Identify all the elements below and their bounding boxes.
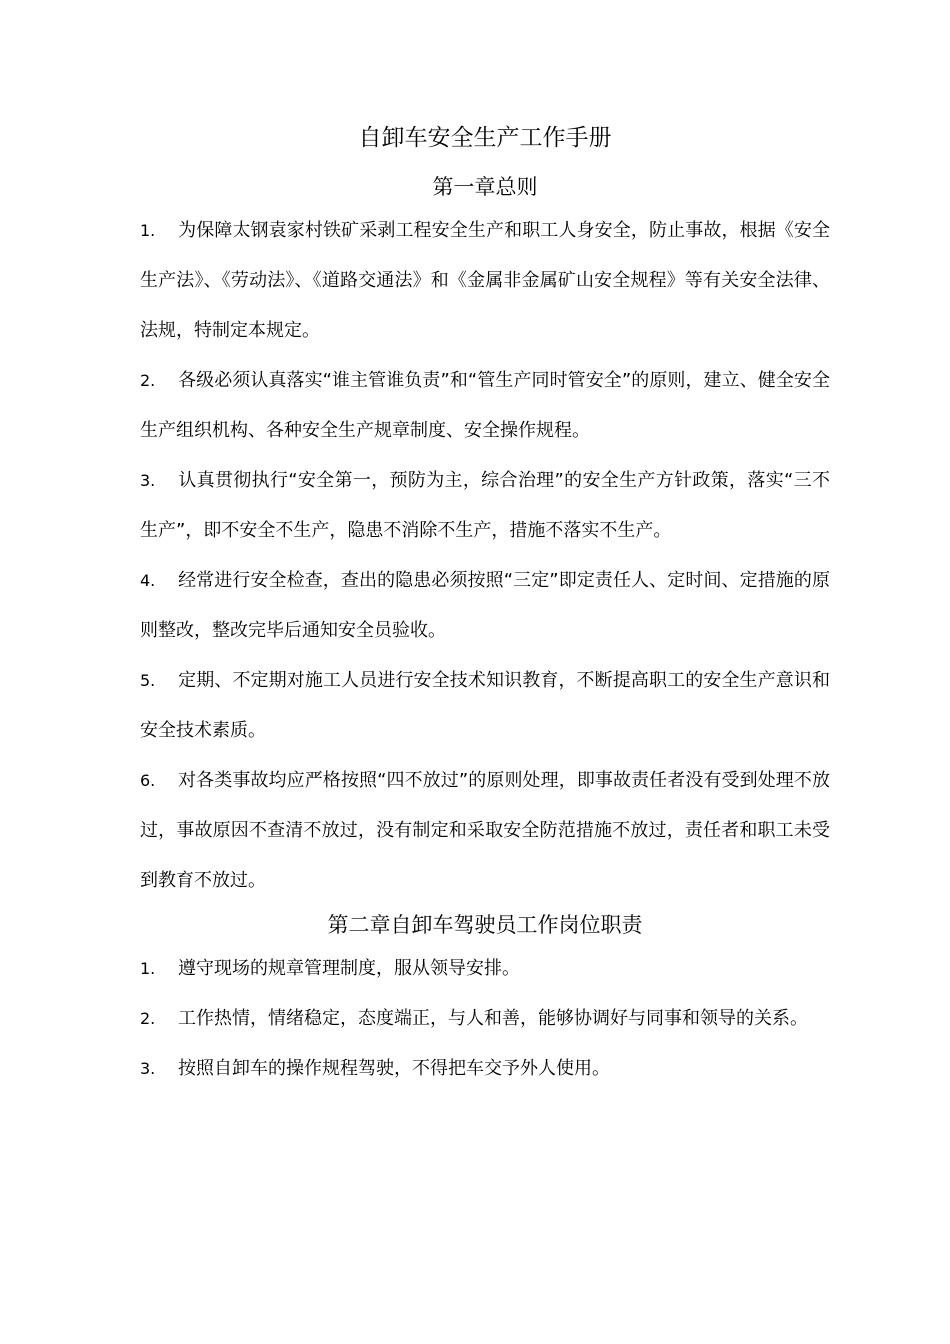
item-number: 2. (140, 371, 156, 390)
chapter-1-item-5 (140, 656, 830, 756)
chapter-1-title: 第一章总则 (432, 175, 538, 199)
item-number: 4. (140, 571, 156, 590)
item-text: 按照自卸车的操作规程驾驶，不得把车交予外人使用。 (178, 1058, 610, 1079)
chapter-1-item-1 (140, 206, 830, 356)
chapter-2-title: 第二章自卸车驾驶员工作岗位职责 (327, 913, 643, 937)
item-text: 经常进行安全检查，查出的隐患必须按照“三定”即定责任人、定时间、定措施的原则整改，整改完毕后通知安全员验收。 (140, 570, 830, 641)
item-text: 各级必须认真落实“谁主管谁负责”和“管生产同时管安全”的原则，建立、健全安全生产组织机构、各种安全生产规章制度、安全操作规程。 (140, 370, 830, 441)
item-number: 1. (140, 221, 156, 240)
chapter-2-item-1 (140, 944, 830, 994)
item-number: 1. (140, 959, 156, 978)
item-number: 3. (140, 471, 156, 490)
chapter-1-item-3 (140, 456, 830, 556)
item-number: 6. (140, 771, 156, 790)
item-number: 5. (140, 671, 156, 690)
item-text: 为保障太钢袁家村铁矿采剥工程安全生产和职工人身安全，防止事故，根据《安全生产法》、《劳动法》、《道路交通法》和《金属非金属矿山安全规程》等有关安全法律、法规，特制定本规定。 (140, 220, 830, 341)
chapter-1-item-6 (140, 756, 830, 906)
chapter-2-item-2 (140, 994, 830, 1044)
item-text: 定期、不定期对施工人员进行安全技术知识教育，不断提高职工的安全生产意识和安全技术素质。 (140, 670, 830, 741)
item-text: 工作热情，情绪稳定，态度端正，与人和善，能够协调好与同事和领导的关系。 (178, 1008, 808, 1029)
document-title: 自卸车安全生产工作手册 (358, 125, 612, 151)
document-page (140, 118, 830, 1094)
item-text: 遵守现场的规章管理制度，服从领导安排。 (178, 958, 520, 979)
item-number: 3. (140, 1059, 156, 1078)
chapter-1-item-2 (140, 356, 830, 456)
item-number: 2. (140, 1009, 156, 1028)
item-text: 认真贯彻执行“安全第一，预防为主，综合治理”的安全生产方针政策，落实“三不生产”，即不安全不生产，隐患不消除不生产，措施不落实不生产。 (140, 470, 830, 541)
chapter-1-item-4 (140, 556, 830, 656)
item-text: 对各类事故均应严格按照“四不放过”的原则处理，即事故责任者没有受到处理不放过，事故原因不查清不放过，没有制定和采取安全防范措施不放过，责任者和职工未受到教育不放过。 (140, 770, 830, 891)
chapter-2-item-3 (140, 1044, 830, 1094)
